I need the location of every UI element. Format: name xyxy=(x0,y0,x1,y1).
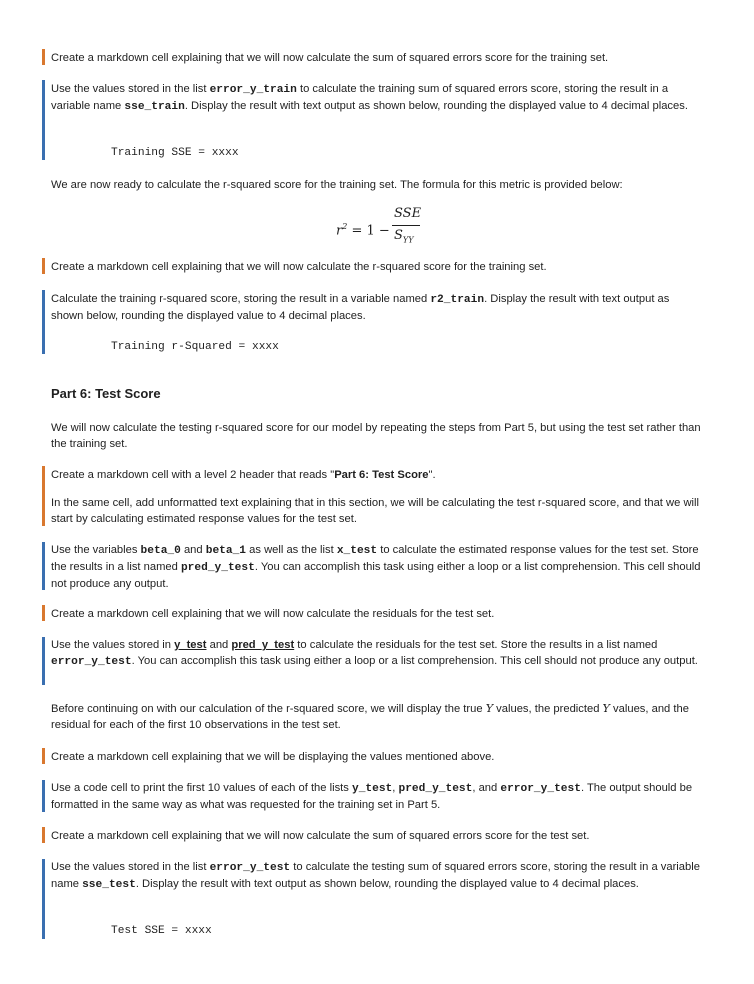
markdown-marker xyxy=(42,605,45,621)
markdown-marker xyxy=(42,49,45,65)
instruction-code-print-values: Use a code cell to print the first 10 values of each of the lists y_test, pred_y_test, and error_y_test. The output should be formatted in the same way as what was requested for the training set in Part 5. xyxy=(51,782,693,811)
code-marker xyxy=(42,290,45,354)
code-marker xyxy=(42,637,45,685)
instruction-markdown-sse-train: Create a markdown cell explaining that we will now calculate the sum of squared errors score for the training set. xyxy=(51,52,609,64)
instruction-markdown-sse-test: Create a markdown cell explaining that we will now calculate the sum of squared errors score for the test set. xyxy=(51,830,590,842)
instruction-code-pred-y-test: Use the variables beta_0 and beta_1 as well as the list x_test to calculate the estimated response values for the test set. Store the results in a list named pred_y_test. You can accomplish this task using either a loop or a list comprehension. This cell should not produce any output. xyxy=(51,544,701,590)
code-marker xyxy=(42,859,45,939)
paragraph-part-6-intro: We will now calculate the testing r-squared score for our model by repeating the steps from Part 5, but using the test set rather than the training set. xyxy=(51,422,701,450)
instruction-markdown-part-6-header: Create a markdown cell with a level 2 header that reads "Part 6: Test Score". In the same cell, add unformatted text explaining that in this section, we will be calculating the test r-squared score, and that we will start by calculating estimated response values for the test set. xyxy=(51,469,699,525)
instruction-code-sse-train: Use the values stored in the list error_y_train to calculate the training sum of squared errors score, storing the result in a variable name sse_train. Display the result with text output as shown below, rounding the displayed value to 4 decimal places. xyxy=(51,83,688,113)
instruction-code-sse-test: Use the values stored in the list error_y_test to calculate the testing sum of squared errors score, storing the result in a variable name sse_test. Display the result with text output as shown below, rounding the displayed value to 4 decimal places. xyxy=(51,861,700,891)
instruction-markdown-residuals: Create a markdown cell explaining that we will now calculate the residuals for the test set. xyxy=(51,608,495,620)
section-header-part-6: Part 6: Test Score xyxy=(51,386,161,401)
code-marker xyxy=(42,542,45,590)
paragraph-display-values: Before continuing on with our calculation of the r-squared score, we will display the true Y values, the predicted Y values, and the residual for each of the first 10 observations in the test set. xyxy=(51,702,689,731)
paragraph-r-squared-intro: We are now ready to calculate the r-squared score for the training set. The formula for this metric is provided below: xyxy=(51,179,623,191)
code-output-training-r-squared: Training r-Squared = xxxx xyxy=(111,341,279,353)
markdown-marker xyxy=(42,466,45,526)
markdown-marker xyxy=(42,827,45,843)
code-output-test-sse: Test SSE = xxxx xyxy=(111,925,212,937)
instruction-markdown-display: Create a markdown cell explaining that we will be displaying the values mentioned above. xyxy=(51,751,495,763)
instruction-code-error-y-test: Use the values stored in y_test and pred_y_test to calculate the residuals for the test set. Store the results in a list named error_y_test. You can accomplish this task using either a loop or a list comprehension. This cell should not produce any output. xyxy=(51,639,698,668)
markdown-marker xyxy=(42,258,45,274)
code-marker xyxy=(42,80,45,160)
code-marker xyxy=(42,780,45,812)
instruction-code-r2-train: Calculate the training r-squared score, storing the result in a variable named r2_train. Display the result with text output as shown below, rounding the displayed value to 4 decimal places. xyxy=(51,293,670,322)
r-squared-formula: $r^2 = 1$ − SSE $S_{YY}$ xyxy=(336,206,422,245)
instruction-markdown-r2-train: Create a markdown cell explaining that we will now calculate the r-squared score for the training set. xyxy=(51,261,547,273)
markdown-marker xyxy=(42,748,45,764)
code-output-training-sse: Training SSE = xxxx xyxy=(111,147,239,159)
